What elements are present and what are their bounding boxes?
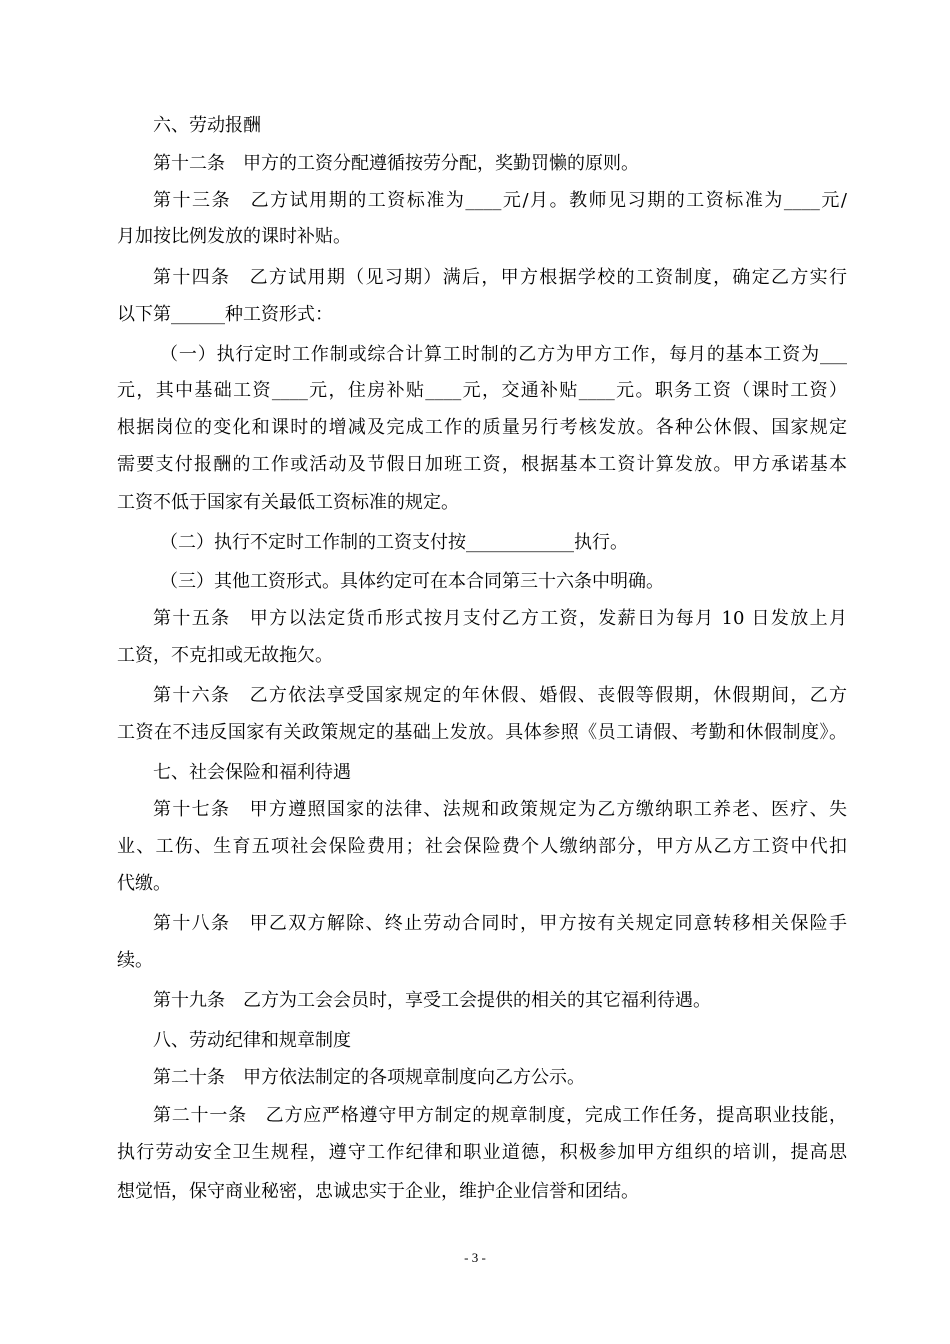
section-heading: 七、社会保险和福利待遇	[153, 762, 351, 783]
page-number: - 3 -	[464, 1250, 486, 1265]
clause-13-line-2: 月加按比例发放的课时补贴。	[117, 226, 351, 247]
clause-14-line-1: 第十四条 乙方试用期（见习期）满后，甲方根据学校的工资制度，确定乙方实行	[153, 267, 847, 288]
item-3: （三）其他工资形式。具体约定可在本合同第三十六条中明确。	[160, 571, 664, 592]
clause-17-line-2: 业、工伤、生育五项社会保险费用；社会保险费个人缴纳部分，甲方从乙方工资中代扣	[117, 836, 847, 857]
clause-17-line-3: 代缴。	[117, 873, 171, 894]
clause-13-line-1: 第十三条 乙方试用期的工资标准为____元/月。教师见习期的工资标准为____元/	[153, 190, 847, 211]
clause-14-line-2: 以下第______种工资形式：	[117, 304, 333, 325]
clause-21-line-3: 想觉悟，保守商业秘密，忠诚忠实于企业，维护企业信誉和团结。	[117, 1181, 639, 1202]
clause-18-line-2: 续。	[117, 950, 153, 971]
clause-18-line-1: 第十八条 甲乙双方解除、终止劳动合同时，甲方按有关规定同意转移相关保险手	[153, 913, 847, 934]
clause-12: 第十二条 甲方的工资分配遵循按劳分配，奖勤罚懒的原则。	[153, 153, 639, 174]
clause-19: 第十九条 乙方为工会会员时，享受工会提供的相关的其它福利待遇。	[153, 990, 711, 1011]
clause-15-line-2: 工资，不克扣或无故拖欠。	[117, 645, 333, 666]
section-heading: 八、劳动纪律和规章制度	[153, 1030, 351, 1051]
section-heading: 六、劳动报酬	[153, 115, 261, 136]
item-1-line-1: （一）执行定时工作制或综合计算工时制的乙方为甲方工作，每月的基本工资为___	[160, 344, 847, 365]
item-2: （二）执行不定时工作制的工资支付按____________执行。	[160, 532, 628, 553]
item-1-line-5: 工资不低于国家有关最低工资标准的规定。	[117, 492, 459, 513]
item-1-line-4: 需要支付报酬的工作或活动及节假日加班工资，根据基本工资计算发放。甲方承诺基本	[117, 454, 847, 475]
item-1-line-2: 元，其中基础工资____元，住房补贴____元，交通补贴____元。职务工资（课时工资）	[117, 380, 847, 401]
clause-17-line-1: 第十七条 甲方遵照国家的法律、法规和政策规定为乙方缴纳职工养老、医疗、失	[153, 799, 847, 820]
clause-16-line-2: 工资在不违反国家有关政策规定的基础上发放。具体参照《员工请假、考勤和休假制度》。	[117, 722, 847, 743]
clause-15-line-1: 第十五条 甲方以法定货币形式按月支付乙方工资，发薪日为每月 10 日发放上月	[153, 608, 847, 629]
clause-21-line-2: 执行劳动安全卫生规程，遵守工作纪律和职业道德，积极参加甲方组织的培训，提高思	[117, 1142, 847, 1163]
clause-21-line-1: 第二十一条 乙方应严格遵守甲方制定的规章制度，完成工作任务，提高职业技能，	[153, 1105, 847, 1126]
item-1-line-3: 根据岗位的变化和课时的增减及完成工作的质量另行考核发放。各种公休假、国家规定	[117, 417, 847, 438]
clause-20: 第二十条 甲方依法制定的各项规章制度向乙方公示。	[153, 1067, 585, 1088]
clause-16-line-1: 第十六条 乙方依法享受国家规定的年休假、婚假、丧假等假期，休假期间，乙方	[153, 685, 847, 706]
